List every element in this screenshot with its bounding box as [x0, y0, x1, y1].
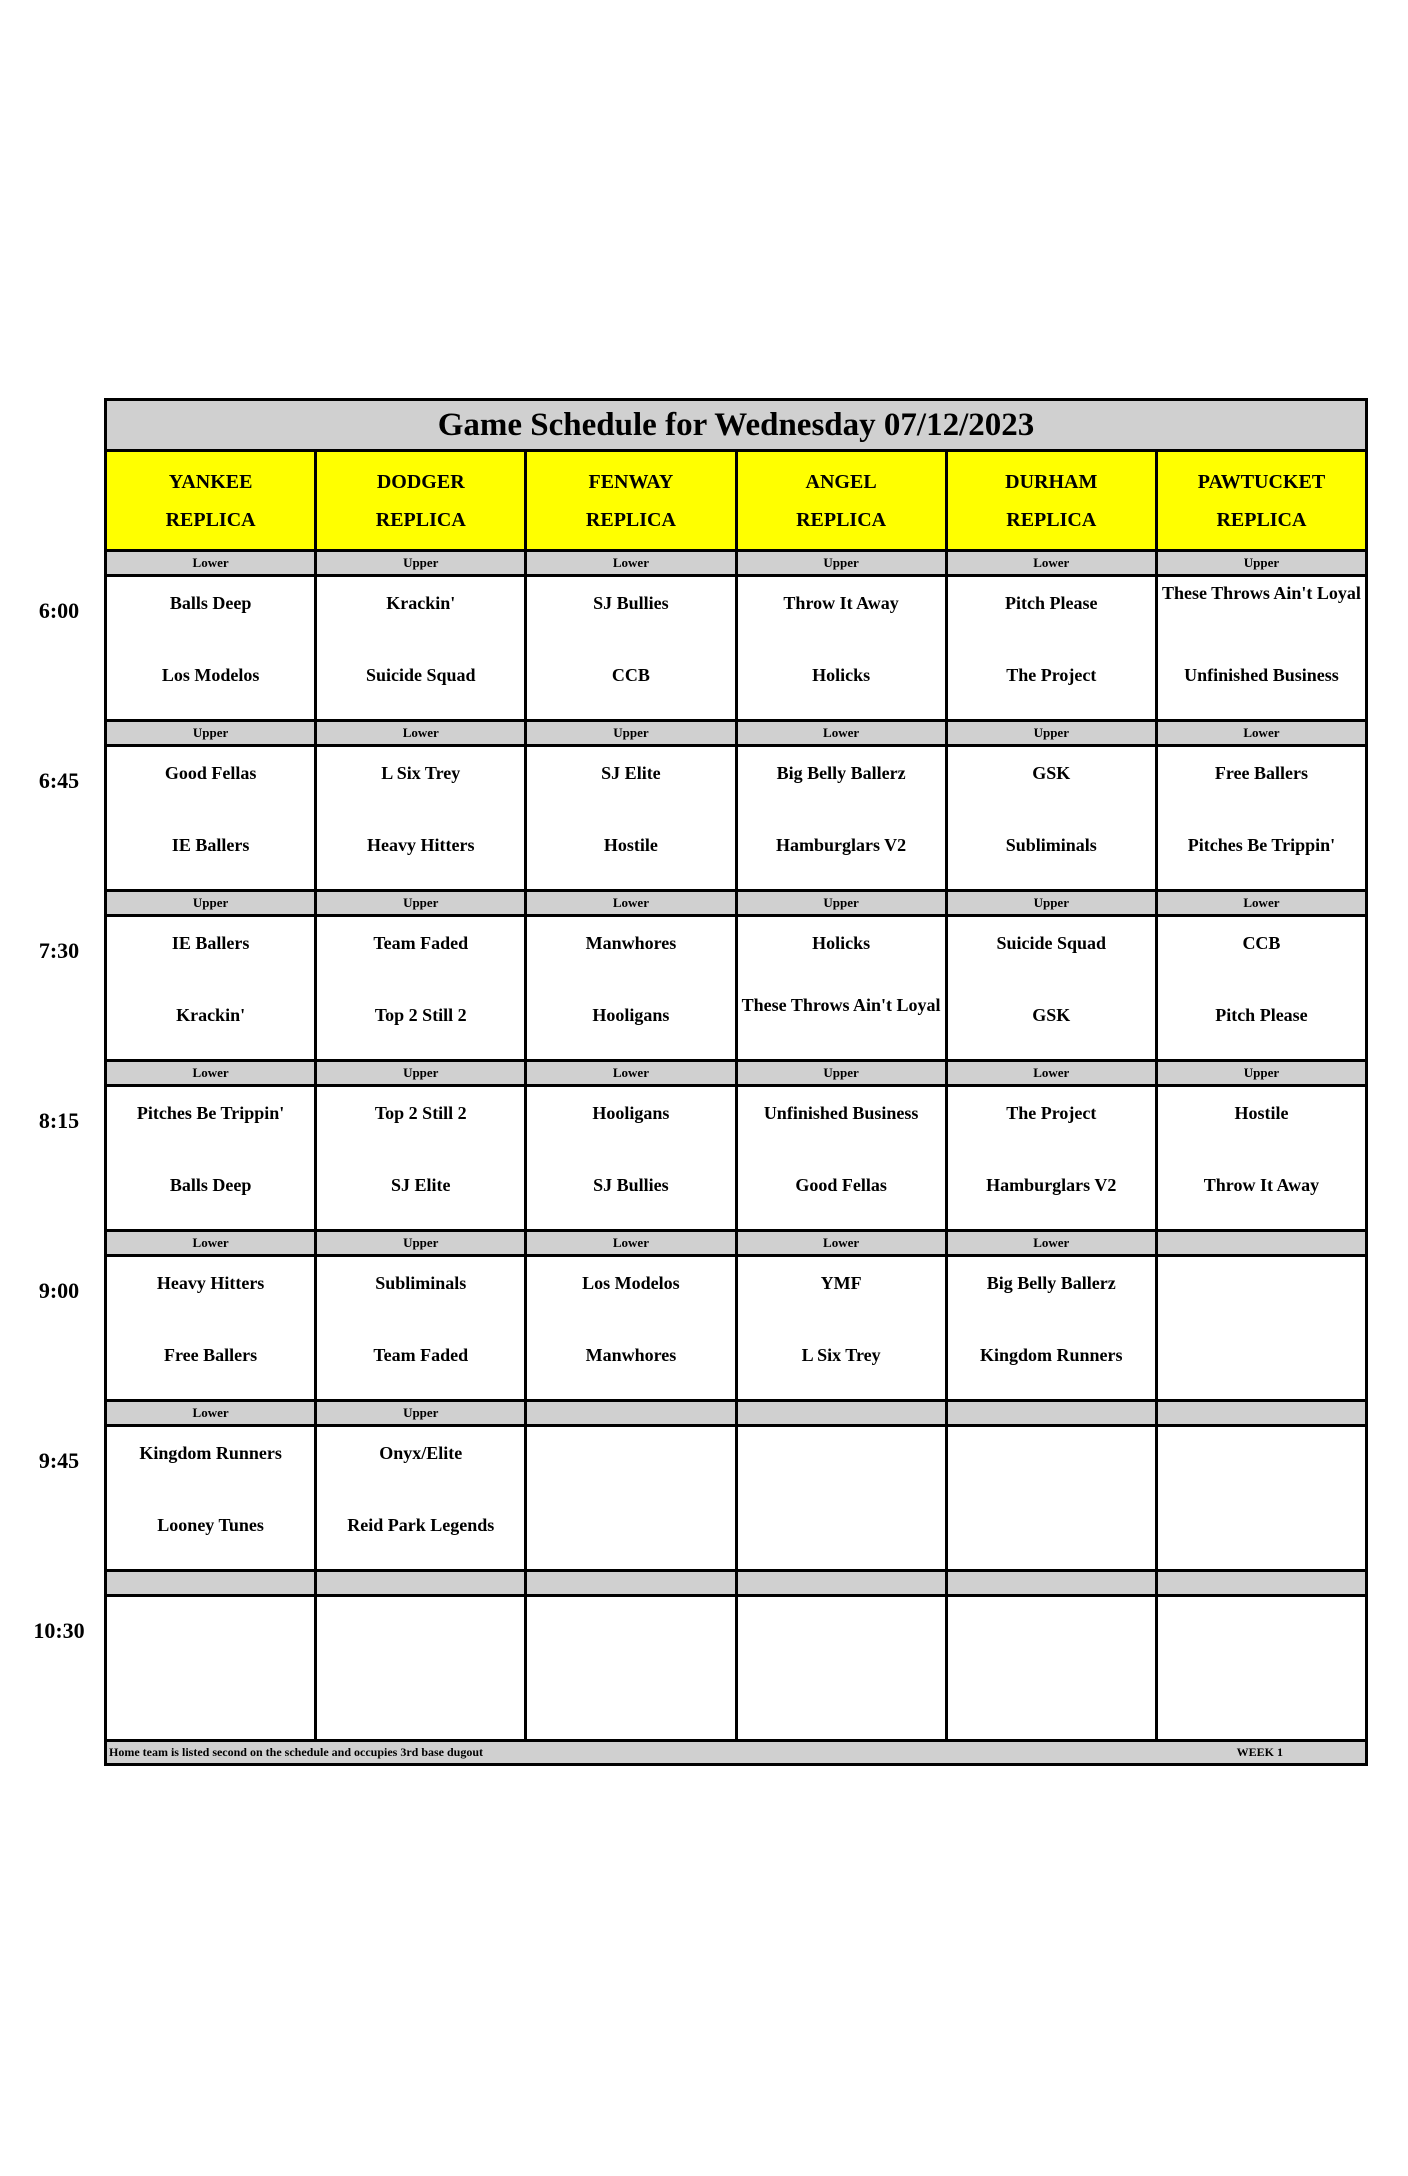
game-cell: [738, 1427, 948, 1569]
court-label: Upper: [317, 1062, 527, 1084]
time-slot: [38, 1402, 1368, 1572]
field-header: [107, 452, 317, 549]
away-team: Throw It Away: [783, 593, 899, 613]
court-label: [738, 1402, 948, 1424]
court-label: Lower: [1243, 725, 1280, 740]
court-label: Upper: [948, 722, 1158, 744]
game-cell: [317, 577, 527, 719]
away-team: IE Ballers: [171, 933, 250, 953]
court-label: [1158, 1232, 1365, 1254]
away-team: Subliminals: [375, 1273, 467, 1293]
game-cell: [107, 917, 317, 1059]
game-cell: [527, 1597, 737, 1739]
game-cell: [317, 1597, 527, 1739]
court-label: [107, 1572, 317, 1594]
court-label: Lower: [738, 1232, 948, 1254]
away-team: Hostile: [1234, 1103, 1289, 1123]
game-cell: [317, 1257, 527, 1399]
away-team: Big Belly Ballerz: [986, 1273, 1116, 1293]
game-cell: [317, 917, 527, 1059]
home-team: L Six Trey: [801, 1345, 881, 1365]
away-team: SJ Elite: [601, 763, 661, 783]
away-team: Big Belly Ballerz: [776, 763, 906, 783]
game-cell: [317, 747, 527, 889]
away-team: Kingdom Runners: [139, 1443, 282, 1463]
away-team: YMF: [820, 1273, 862, 1293]
game-cell: [527, 1087, 737, 1229]
field-header: [527, 452, 737, 549]
game-cell: [948, 1597, 1158, 1739]
away-team: CCB: [1242, 933, 1281, 953]
home-team: Subliminals: [1005, 835, 1097, 855]
court-row: [104, 1062, 1368, 1084]
game-cell: [738, 1087, 948, 1229]
court-row: [104, 1232, 1368, 1254]
time-label: 7:30: [38, 938, 80, 963]
court-row: [104, 1402, 1368, 1424]
field-name: PAWTUCKET: [1197, 470, 1326, 493]
field-sub: REPLICA: [165, 508, 256, 531]
game-cell: [948, 747, 1158, 889]
field-name: YANKEE: [168, 470, 253, 493]
court-label: Upper: [317, 1232, 527, 1254]
game-cell: [738, 577, 948, 719]
home-team: Pitch Please: [1215, 1005, 1308, 1025]
away-team: GSK: [1032, 763, 1071, 783]
away-team: Hooligans: [592, 1103, 670, 1123]
game-cell: [107, 1427, 317, 1569]
field-name: FENWAY: [588, 470, 674, 493]
away-team: Suicide Squad: [996, 933, 1107, 953]
home-team: SJ Elite: [391, 1175, 451, 1195]
court-label: [1158, 1572, 1365, 1594]
home-team: IE Ballers: [171, 835, 250, 855]
court-label: Lower: [527, 552, 737, 574]
court-label: Lower: [107, 1062, 317, 1084]
away-team: Good Fellas: [164, 763, 257, 783]
field-header: [738, 452, 948, 549]
away-team: Manwhores: [585, 933, 677, 953]
game-cell: [1158, 1427, 1365, 1569]
away-team: Holicks: [812, 933, 871, 953]
home-team: Hostile: [603, 835, 658, 855]
time-label: 6:45: [38, 768, 80, 793]
court-label: Upper: [107, 722, 317, 744]
home-team: Top 2 Still 2: [374, 1005, 467, 1025]
court-label: Lower: [317, 722, 527, 744]
field-header-row: [104, 452, 1368, 552]
court-label: Upper: [948, 892, 1158, 914]
time-label: 9:45: [38, 1448, 80, 1473]
game-cell: [948, 1257, 1158, 1399]
games-row: [104, 744, 1368, 892]
game-cell: [107, 1597, 317, 1739]
time-label: 10:30: [33, 1618, 85, 1643]
home-team: Krackin': [176, 1005, 246, 1025]
field-sub: REPLICA: [1006, 508, 1097, 531]
time-slot: [33, 1572, 1368, 1742]
away-team: Free Ballers: [1214, 763, 1309, 783]
court-label: Upper: [317, 552, 527, 574]
home-team: Holicks: [812, 665, 871, 685]
game-cell: [527, 917, 737, 1059]
court-label: Upper: [738, 892, 948, 914]
court-label: Lower: [948, 1232, 1158, 1254]
home-team: Heavy Hitters: [367, 835, 475, 855]
field-sub: REPLICA: [375, 508, 466, 531]
away-team: Pitches Be Trippin': [136, 1103, 285, 1123]
court-label: Lower: [948, 1062, 1158, 1084]
court-label: Lower: [527, 1062, 737, 1084]
court-label: [738, 1572, 948, 1594]
footer-note: Home team is listed second on the schedule and occupies 3rd base dugout: [109, 1745, 484, 1759]
court-label: Lower: [527, 892, 737, 914]
field-sub: REPLICA: [1216, 508, 1307, 531]
time-slot: [38, 892, 1368, 1062]
game-cell: [527, 1257, 737, 1399]
home-team: Unfinished Business: [1184, 665, 1339, 685]
away-team: Onyx/Elite: [379, 1443, 463, 1463]
game-cell: [317, 1427, 527, 1569]
home-team: Balls Deep: [169, 1175, 252, 1195]
game-cell: [1158, 1257, 1365, 1399]
game-cell: [1158, 577, 1365, 719]
court-label: Lower: [1243, 895, 1280, 910]
time-label: 6:00: [38, 598, 80, 623]
court-label: Upper: [738, 1062, 948, 1084]
home-team: CCB: [611, 665, 650, 685]
away-team: Pitch Please: [1005, 593, 1098, 613]
game-cell: [1158, 747, 1365, 889]
field-header: [948, 452, 1158, 549]
game-cell: [948, 577, 1158, 719]
court-label: [948, 1402, 1158, 1424]
away-team: Unfinished Business: [763, 1103, 919, 1123]
court-label: [527, 1572, 737, 1594]
home-team: Good Fellas: [795, 1175, 887, 1195]
home-team: Team Faded: [373, 1345, 469, 1365]
games-row: [104, 1424, 1368, 1572]
games-row: [104, 1594, 1368, 1742]
away-team: The Project: [1006, 1103, 1097, 1123]
home-team: Suicide Squad: [365, 665, 476, 685]
games-row: [104, 1084, 1368, 1232]
home-team: GSK: [1032, 1005, 1071, 1025]
field-sub: REPLICA: [585, 508, 676, 531]
away-team: Los Modelos: [582, 1273, 680, 1293]
game-cell: [107, 1257, 317, 1399]
court-label: Upper: [317, 892, 527, 914]
home-team: Throw It Away: [1203, 1175, 1320, 1195]
time-slots: [33, 552, 1368, 1742]
court-label: [948, 1572, 1158, 1594]
away-team: These Throws Ain't Loyal: [1162, 583, 1361, 603]
game-cell: [1158, 1087, 1365, 1229]
home-team: Manwhores: [585, 1345, 677, 1365]
game-cell: [1158, 917, 1365, 1059]
game-cell: [527, 577, 737, 719]
game-cell: [527, 747, 737, 889]
week-label: WEEK 1: [1236, 1745, 1283, 1759]
field-sub: REPLICA: [796, 508, 887, 531]
court-label: [317, 1572, 527, 1594]
away-team: Heavy Hitters: [156, 1273, 265, 1293]
court-label: Upper: [1243, 555, 1280, 570]
away-team: L Six Trey: [381, 763, 461, 783]
court-label: [527, 1402, 737, 1424]
court-row: [104, 722, 1368, 744]
home-team: Free Ballers: [164, 1345, 258, 1365]
schedule-title: Game Schedule for Wednesday 07/12/2023: [104, 398, 1368, 452]
game-cell: [738, 1597, 948, 1739]
home-team: SJ Bullies: [593, 1175, 669, 1195]
time-label: 8:15: [38, 1108, 80, 1133]
away-team: Team Faded: [373, 933, 469, 953]
court-label: Lower: [948, 552, 1158, 574]
game-cell: [107, 747, 317, 889]
away-team: Top 2 Still 2: [374, 1103, 467, 1123]
schedule-table: [33, 398, 1368, 1766]
field-name: DURHAM: [1005, 470, 1098, 493]
game-cell: [948, 917, 1158, 1059]
court-label: Upper: [317, 1402, 527, 1424]
game-cell: [738, 917, 948, 1059]
court-row: [104, 1572, 1368, 1594]
field-name: DODGER: [376, 470, 465, 493]
games-row: [104, 1254, 1368, 1402]
time-slot: [38, 722, 1368, 892]
court-label: [1158, 1402, 1365, 1424]
field-name: ANGEL: [805, 470, 877, 493]
court-row: [104, 892, 1368, 914]
field-header: [317, 452, 527, 549]
game-cell: [317, 1087, 527, 1229]
away-team: Balls Deep: [169, 593, 252, 613]
home-team: Kingdom Runners: [980, 1345, 1123, 1365]
games-row: [104, 914, 1368, 1062]
home-team: The Project: [1006, 665, 1097, 685]
game-cell: [948, 1087, 1158, 1229]
away-team: Krackin': [386, 593, 456, 613]
time-label: 9:00: [38, 1278, 80, 1303]
game-cell: [527, 1427, 737, 1569]
away-team: SJ Bullies: [593, 593, 669, 613]
game-cell: [107, 577, 317, 719]
home-team: Pitches Be Trippin': [1187, 835, 1336, 855]
court-label: Lower: [527, 1232, 737, 1254]
home-team: Reid Park Legends: [347, 1515, 495, 1535]
game-cell: [738, 1257, 948, 1399]
footer-bar: [104, 1742, 1368, 1766]
court-label: Upper: [738, 552, 948, 574]
game-cell: [1158, 1597, 1365, 1739]
time-slot: [38, 1232, 1368, 1402]
field-header: [1158, 452, 1365, 549]
games-row: [104, 574, 1368, 722]
court-row: [104, 552, 1368, 574]
time-slot: [38, 1062, 1368, 1232]
home-team: These Throws Ain't Loyal: [741, 995, 941, 1015]
court-label: Upper: [527, 722, 737, 744]
home-team: Looney Tunes: [157, 1515, 264, 1535]
court-label: Lower: [107, 552, 317, 574]
game-cell: [948, 1427, 1158, 1569]
court-label: Lower: [107, 1402, 317, 1424]
court-label: Lower: [738, 722, 948, 744]
home-team: Los Modelos: [161, 665, 260, 685]
home-team: Hooligans: [592, 1005, 670, 1025]
time-slot: [38, 552, 1368, 722]
home-team: Hamburglars V2: [986, 1175, 1117, 1195]
court-label: Lower: [107, 1232, 317, 1254]
home-team: Hamburglars V2: [776, 835, 907, 855]
game-cell: [738, 747, 948, 889]
court-label: Upper: [1243, 1065, 1280, 1080]
game-cell: [107, 1087, 317, 1229]
court-label: Upper: [107, 892, 317, 914]
